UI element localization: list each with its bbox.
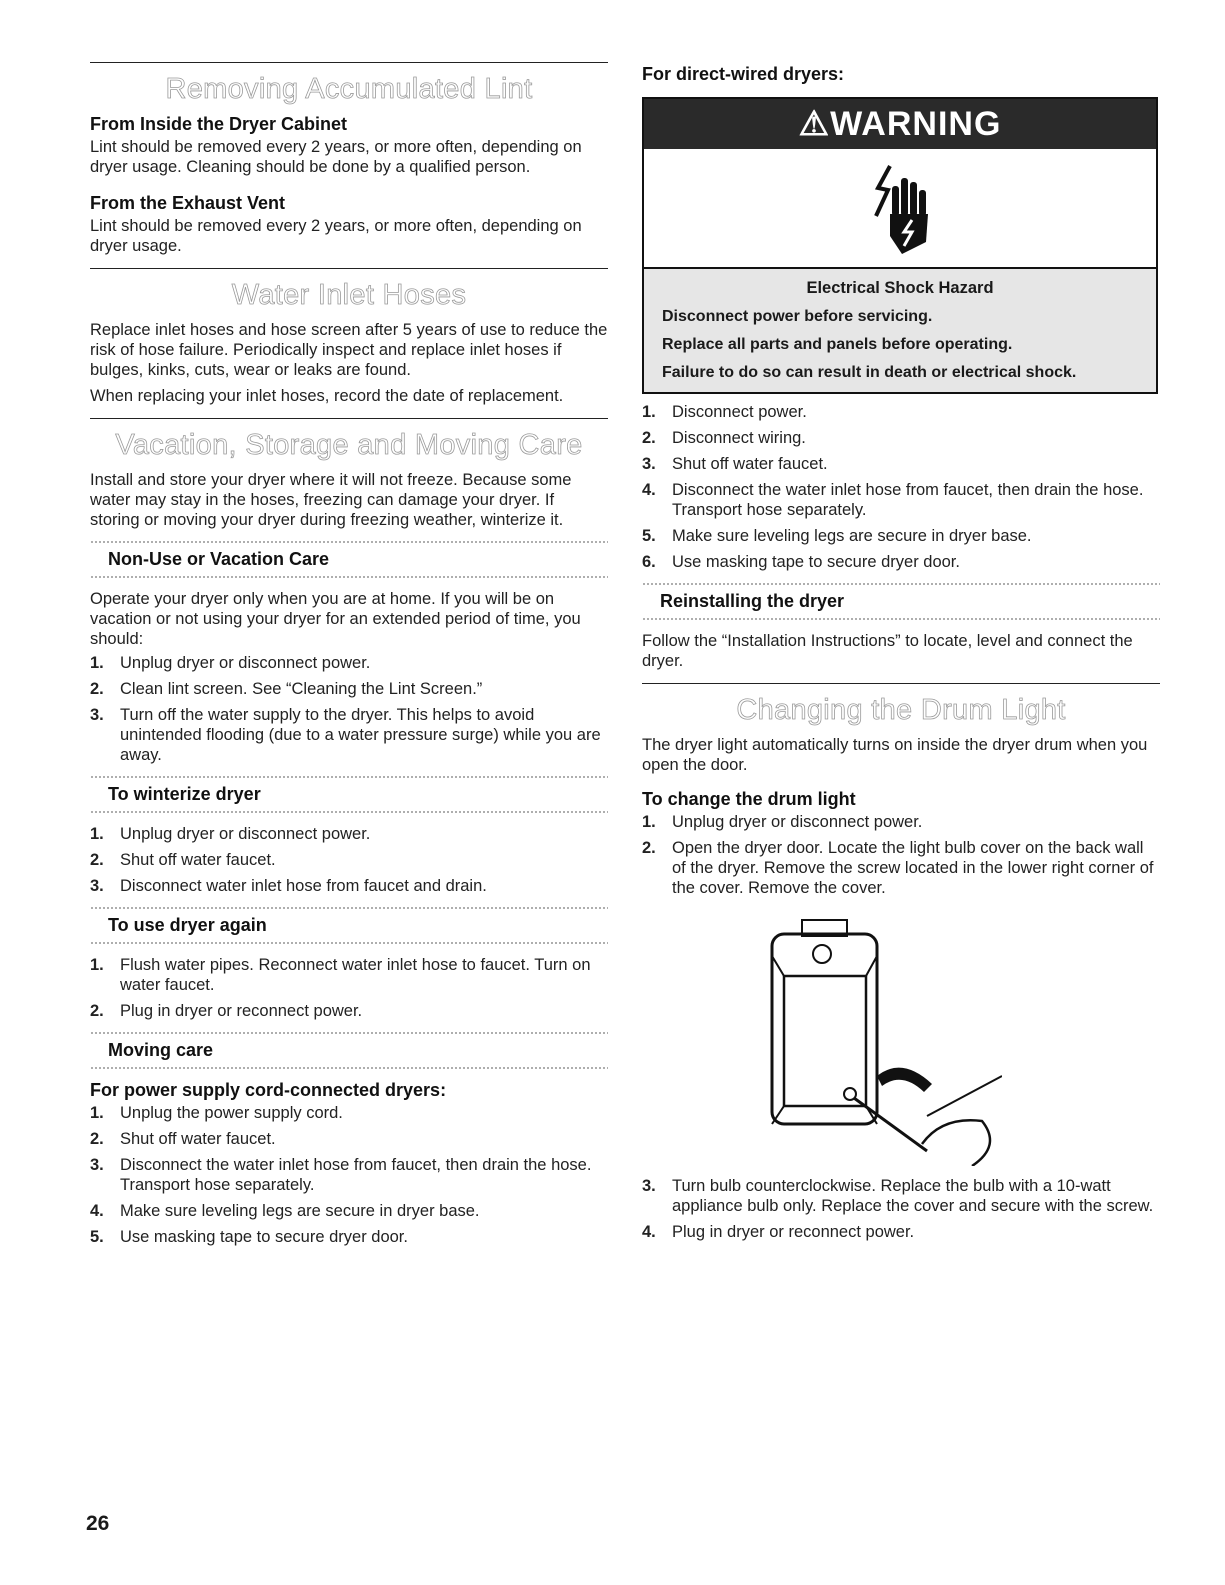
nonuse-text: Operate your dryer only when you are at home. If you will be on vacation or not using your dryer for an extended period of time, you should: — [90, 590, 581, 648]
winterize-heading: To winterize dryer — [108, 784, 261, 804]
list-item: 2. Clean lint screen. See “Cleaning the Lint Screen.” — [90, 680, 483, 698]
section-rule — [90, 268, 608, 269]
list-item: 5. Make sure leveling legs are secure in dryer base. — [642, 527, 1032, 545]
list-item: 4. Make sure leveling legs are secure in dryer base. — [90, 1202, 480, 1220]
vent-text: Lint should be removed every 2 years, or more often, depending on dryer usage. — [90, 217, 582, 255]
section-rule — [642, 683, 1160, 684]
hoses-text-1: Replace inlet hoses and hose screen after 5 years of use to reduce the risk of hose failure. Periodically inspect and replace inlet hoses if bulges, kinks, cuts, wear or leaks are found. — [90, 321, 608, 379]
subhead-nonuse — [90, 540, 608, 579]
drum-heading: To change the drum light — [642, 789, 856, 809]
drum-intro: The dryer light automatically turns on inside the dryer drum when you open the door. — [642, 736, 1148, 774]
left-column — [90, 62, 608, 1255]
section-rule — [90, 62, 608, 63]
list-item: 1. Unplug dryer or disconnect power. — [642, 813, 923, 831]
warning-header — [644, 99, 1156, 149]
list-item: 2. Disconnect wiring. — [642, 429, 806, 447]
list-item: 4. Plug in dryer or reconnect power. — [642, 1223, 915, 1241]
reinstall-heading: Reinstalling the dryer — [660, 591, 845, 611]
list-item: 1. Unplug dryer or disconnect power. — [90, 825, 371, 843]
cord-steps — [90, 1103, 608, 1247]
list-item: 2. Shut off water faucet. — [90, 1130, 276, 1148]
cord-heading: For power supply cord-connected dryers: — [90, 1080, 447, 1100]
list-item: 3. Disconnect the water inlet hose from faucet, then drain the hose. Transport hose separately. — [90, 1156, 592, 1194]
cabinet-text: Lint should be removed every 2 years, or more often, depending on dryer usage. Cleaning should be done by a qualified person. — [90, 138, 582, 176]
list-item: 1. Unplug the power supply cord. — [90, 1104, 343, 1122]
direct-steps — [642, 402, 1160, 572]
list-item: 3. Disconnect water inlet hose from faucet and drain. — [90, 877, 487, 895]
subhead-reinstall — [642, 582, 1160, 621]
bulb-cover-illustration — [702, 916, 1002, 1166]
lint-section-title: Removing Accumulated Lint — [165, 73, 533, 105]
list-item: 5. Use masking tape to secure dryer door. — [90, 1228, 408, 1246]
drum-steps-a — [642, 812, 1160, 898]
nonuse-heading: Non-Use or Vacation Care — [108, 549, 330, 569]
warning-triangle-icon: ⚠ — [798, 105, 831, 143]
drum-section-title: Changing the Drum Light — [736, 694, 1066, 726]
cabinet-heading: From Inside the Dryer Cabinet — [90, 114, 348, 134]
again-heading: To use dryer again — [108, 915, 267, 935]
list-item: 1. Disconnect power. — [642, 403, 807, 421]
list-item: 2. Open the dryer door. Locate the light bulb cover on the back wall of the dryer. Remove the screw located in the lower right corner of the cover. Remove the cover. — [642, 839, 1154, 897]
list-item: 2. Shut off water faucet. — [90, 851, 276, 869]
shock-hazard-icon — [644, 149, 1156, 269]
hoses-section-title: Water Inlet Hoses — [231, 279, 467, 311]
hoses-text-2: When replacing your inlet hoses, record the date of replacement. — [90, 387, 564, 405]
vent-heading: From the Exhaust Vent — [90, 193, 286, 213]
warning-line-1: Disconnect power before servicing. — [662, 308, 933, 325]
right-column — [642, 64, 1160, 1250]
section-rule — [90, 418, 608, 419]
list-item: 3. Turn off the water supply to the dryer. This helps to avoid unintended flooding (due to a water pressure surge) while you are away. — [90, 706, 601, 764]
reinstall-text: Follow the “Installation Instructions” to locate, level and connect the dryer. — [642, 632, 1133, 670]
list-item: 3. Shut off water faucet. — [642, 455, 828, 473]
list-item: 1. Unplug dryer or disconnect power. — [90, 654, 371, 672]
list-item: 6. Use masking tape to secure dryer door. — [642, 553, 960, 571]
warning-box — [642, 97, 1158, 394]
subhead-again — [90, 906, 608, 945]
list-item: 4. Disconnect the water inlet hose from faucet, then drain the hose. Transport hose separately. — [642, 481, 1144, 519]
warning-text-panel — [644, 269, 1156, 392]
warning-line-2: Replace all parts and panels before operating. — [662, 336, 1013, 353]
subhead-moving — [90, 1031, 608, 1070]
drum-steps-b — [642, 1176, 1160, 1242]
moving-heading: Moving care — [108, 1040, 214, 1060]
list-item: 1. Flush water pipes. Reconnect water inlet hose to faucet. Turn on water faucet. — [90, 956, 591, 994]
list-item: 3. Turn bulb counterclockwise. Replace the bulb with a 10-watt appliance bulb only. Replace the cover and secure with the screw. — [642, 1177, 1154, 1215]
direct-wired-heading: For direct-wired dryers: — [642, 64, 845, 84]
winterize-steps — [90, 824, 608, 896]
nonuse-steps — [90, 653, 608, 765]
warning-hazard: Electrical Shock Hazard — [806, 279, 994, 297]
page-number: 26 — [86, 1512, 110, 1535]
list-item: 2. Plug in dryer or reconnect power. — [90, 1002, 363, 1020]
warning-line-3: Failure to do so can result in death or electrical shock. — [662, 364, 1077, 381]
subhead-winterize — [90, 775, 608, 814]
vacation-section-title: Vacation, Storage and Moving Care — [115, 429, 583, 461]
warning-title: WARNING — [830, 105, 1002, 143]
again-steps — [90, 955, 608, 1021]
vacation-intro: Install and store your dryer where it will not freeze. Because some water may stay in the hoses, freezing can damage your dryer. If storing or moving your dryer during freezing weather, winterize it. — [90, 471, 572, 529]
